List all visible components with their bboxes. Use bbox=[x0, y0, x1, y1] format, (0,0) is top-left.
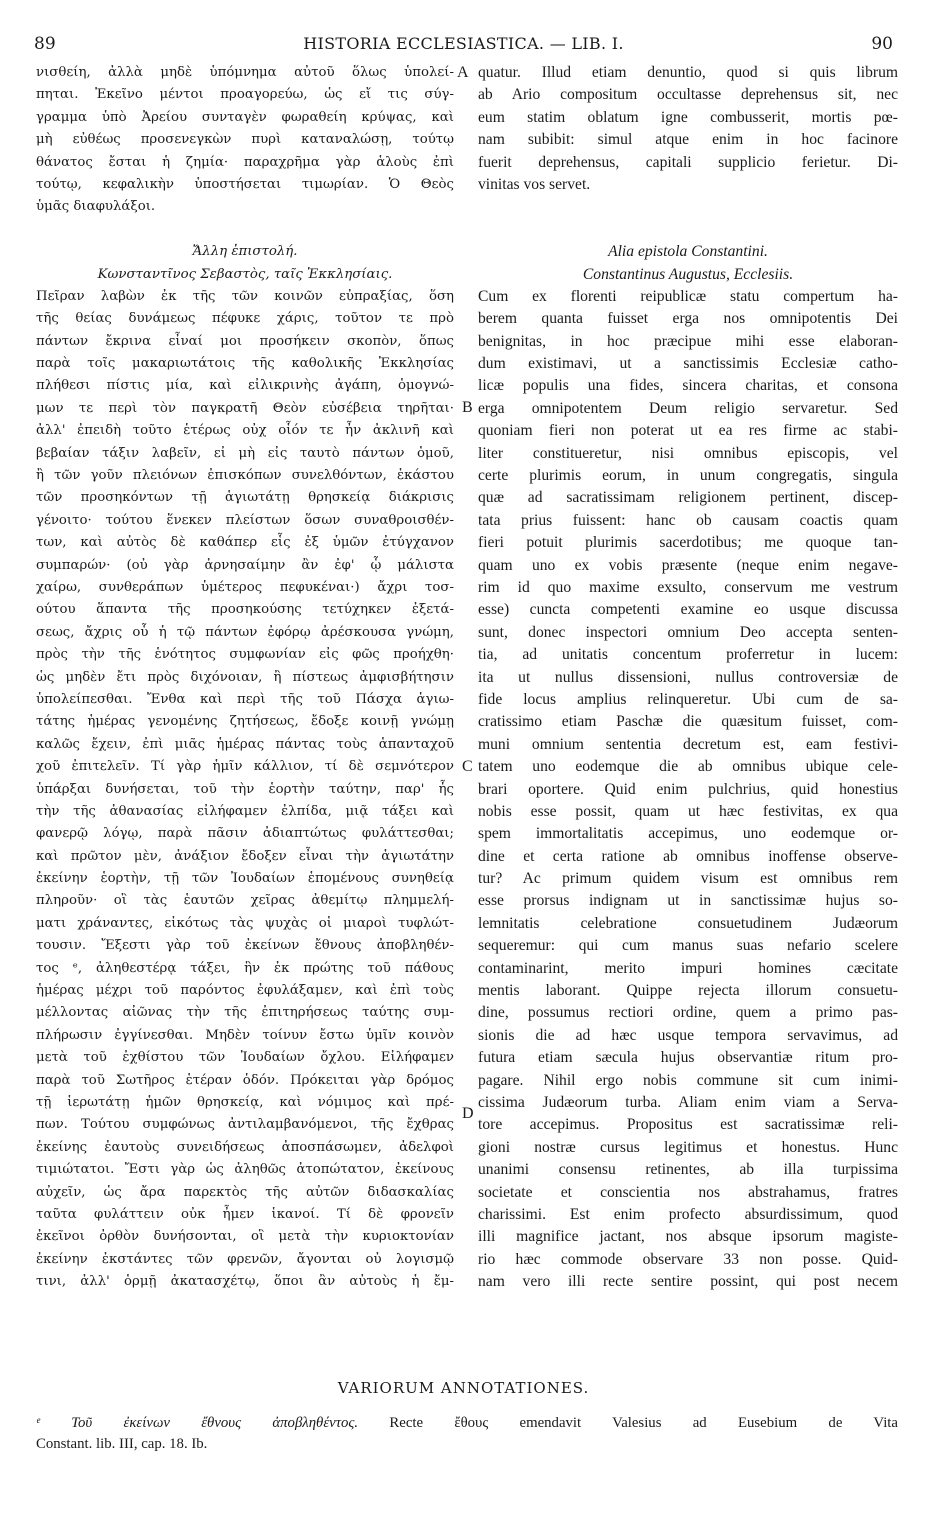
text-line: lemnitatis celebratione consuetudinem Judæorum bbox=[478, 914, 898, 932]
text-line: contaminarint, merito impuri homines cæcitate bbox=[478, 959, 898, 977]
text-line: vinitas vos servet. bbox=[478, 175, 591, 193]
text-line: παρὰ τοῦ Σωτῆρος ἑτέραν ὁδόν. Πρόκειται γὰρ δρόμος bbox=[36, 1072, 454, 1088]
page-number-right: 90 bbox=[871, 34, 893, 54]
text-line: quam uno ex vobis præsente (neque enim negave- bbox=[478, 556, 898, 574]
text-line: πλήθεσι πίστις μία, καὶ εἰλικρινὴς ἀγάπη, ὁμογνώ- bbox=[36, 378, 454, 394]
text-line: πρὸς τὴν τῆς ἑνότητος συμφωνίαν εἰς φῶς προήχθη· bbox=[36, 647, 454, 663]
text-line: τῶν προσηκόντων τῇ ἁγιωτάτῃ θρησκείᾳ διάκρισις bbox=[36, 490, 454, 506]
text-line: erga omnipotentem Deum religio servaretur. Sed bbox=[478, 399, 898, 417]
text-line: μὴ εὐθέως προσενεγκὼν πυρὶ καταναλώσῃ, τούτῳ bbox=[36, 132, 454, 148]
text-line: nam vero illi recte sentire possint, qui post necem bbox=[478, 1273, 898, 1291]
text-line: χοῦ ἐπιτελεῖν. Τί γὰρ ἡμῖν κάλλιον, τί δὲ σεμνότερον bbox=[36, 759, 454, 775]
text-line: μέλλοντας αἰῶνας τὴν τῆς ἐπιτηρήσεως ταύτης συμ- bbox=[36, 1005, 454, 1021]
text-line: unanimi consensu retinentes, ab illa turpissima bbox=[478, 1161, 898, 1179]
text-line: certe plurimis eorum, in unum congregatis, singula bbox=[478, 467, 898, 485]
text-line: ὑπολείπεσθαι. Ἔνθα καὶ περὶ τῆς τοῦ Πάσχα ἁγιω- bbox=[36, 691, 454, 707]
text-line: liter constitueretur, nisi omnibus episcopis, vel bbox=[478, 444, 898, 462]
text-line: gioni nostræ cursus legitimus et honestus. Hunc bbox=[478, 1138, 898, 1156]
page-number-left: 89 bbox=[34, 34, 56, 54]
text-line: ita ut nullus dissensioni, nullus controversiæ de bbox=[478, 668, 898, 686]
text-line: πάντων ἔκρινα εἶναί μοι προσήκειν σκοπὸν, ὅπως bbox=[36, 333, 454, 349]
latin-column bbox=[478, 62, 898, 1293]
running-title: HISTORIA ECCLESIASTICA. — LIB. I. bbox=[303, 34, 624, 53]
text-line: quæ ad sacratissimam religionem pertinent, discep- bbox=[478, 489, 898, 507]
text-line: pagare. Nihil ergo nobis commune sit cum inimi- bbox=[478, 1071, 898, 1089]
text-line: τὴν τῆς ἀθανασίας εἰλήφαμεν ἐλπίδα, μιᾷ τάξει καὶ bbox=[36, 803, 454, 819]
text-line: tatem uno eodemque die ab omnibus ubique cele- bbox=[478, 758, 898, 776]
text-line: nobis esse possit, quam ut hæc festivitas, ex qua bbox=[478, 802, 898, 820]
text-line: quatur. Illud etiam denuntio, quod si quis librum bbox=[478, 64, 898, 81]
text-line: ἐκείνης ἑαυτοὺς συνειδήσεως ἀποσπάσωμεν, ἀδελφοὶ bbox=[36, 1139, 454, 1155]
margin-marker-b: B bbox=[462, 399, 473, 416]
text-line: benignitas, in hoc præcipue mihi esse elaboran- bbox=[478, 332, 898, 350]
text-line: charissimi. Est enim profecto absurdissimum, quod bbox=[478, 1205, 898, 1223]
text-line: ἀλλ' ἐπειδὴ τοῦτο ἑτέρως οὐχ οἷόν τε ἦν ἀκλινῆ καὶ bbox=[36, 423, 454, 439]
text-line: ἡμέρας μέχρι τοῦ παρόντος ἐφυλάξαμεν, καὶ ἐπὶ τοὺς bbox=[36, 983, 454, 999]
epistle-heading: Κωνσταντῖνος Σεβαστὸς, ταῖς Ἐκκλησίαις. bbox=[97, 266, 393, 282]
text-line: πλήρωσιν ἐγγίνεσθαι. Μηδὲν τοίνυν ἔστω ὑμῖν κοινὸν bbox=[36, 1027, 454, 1043]
text-line: τινι, ἀλλ' ὁρμῇ ἀκατασχέτῳ, ὅποι ἂν αὐτοὺς ἡ ἔμ- bbox=[36, 1274, 454, 1290]
text-line: rio hæc commode observare 33 non posse. Quid- bbox=[478, 1250, 898, 1268]
text-line: τιμιώτατοι. Ἔστι γὰρ ὡς ἀληθῶς ἀτοπώτατον, ἐκείνους bbox=[36, 1162, 454, 1178]
text-line: ab Ario compositum occultasse deprehensus sit, nec bbox=[478, 86, 898, 104]
text-line: illi magnifice jactant, nos absque ipsorum magiste- bbox=[478, 1228, 898, 1246]
text-line: χαίρω, συνθεράπων ὑμέτερος πεφυκέναι·) ἄχρι τοσ- bbox=[36, 579, 454, 595]
text-line: muni omnium sententia decretum est, eam festivi- bbox=[478, 735, 898, 753]
text-line: sionis die ad hæc usque tempora servavimus, ad bbox=[478, 1026, 898, 1044]
margin-marker-d: D bbox=[462, 1105, 474, 1122]
annotations-title: VARIORUM ANNOTATIONES. bbox=[337, 1379, 590, 1397]
text-line: των, καὶ αὐτὸς δὲ καθάπερ εἷς ἐξ ὑμῶν ἐτύγχανον bbox=[36, 535, 454, 551]
text-line: sequeremur: qui cum manus suas nefario scelere bbox=[478, 937, 898, 955]
text-line: ὡς μηδὲν ἔτι πρὸς διχόνοιαν, ἢ πίστεως ἀμφισβήτησιν bbox=[36, 669, 454, 685]
text-line: πληροῦν· οἳ τὰς ἑαυτῶν χεῖρας ἀθεμίτῳ πλημμελή- bbox=[36, 893, 454, 909]
margin-marker-c: C bbox=[462, 758, 473, 775]
text-line: spem immortalitatis accepimus, uno eodemque or- bbox=[478, 825, 898, 843]
text-line: quoniam fieri non poterat ut ea res firme ac stabi- bbox=[478, 422, 898, 440]
text-line: futura etiam sæcula hujus observantiæ ritum pro- bbox=[478, 1049, 898, 1067]
text-line: τάτης ἡμέρας γενομένης ζητήσεως, ἔδοξε κοινῇ γνώμῃ bbox=[36, 714, 454, 730]
text-line: esse) cuncta competenti examine eo usque discussa bbox=[478, 601, 898, 619]
annotation-greek: ᵉ Τοῦ ἐκείνων ἔθνους ἀποβληθέντος. bbox=[36, 1415, 359, 1431]
text-line: nam subibit: simul atque enim in hoc facinore bbox=[478, 131, 898, 149]
text-line: licæ populis una fides, sincera charitas, et consona bbox=[478, 377, 898, 395]
greek-column bbox=[36, 62, 454, 1293]
text-line: τῇ ἱερωτάτῃ ἡμῶν θρησκείᾳ, καὶ νόμιμος καὶ πρέ- bbox=[36, 1094, 454, 1110]
text-line: fuerit deprehensus, capitali supplicio ferietur. Di- bbox=[478, 153, 898, 171]
text-line: cissima Judæorum turba. Aliam enim viam a Serva- bbox=[478, 1093, 898, 1111]
text-line: dine, possumus rectiori ordine, quem a primo pas- bbox=[478, 1004, 898, 1022]
text-line: Πεῖραν λαβὼν ἐκ τῆς τῶν κοινῶν εὐπραξίας, ὅση bbox=[36, 288, 454, 304]
text-line: παρὰ τοῖς μακαριωτάτοις τῆς καθολικῆς Ἐκκλησίας bbox=[36, 356, 454, 372]
text-line: καλῶς ἔχειν, ἐπὶ μιᾶς ἡμέρας πάντας τοὺς ἁπανταχοῦ bbox=[36, 736, 454, 752]
text-line: fieri potuit plurimis sacerdotibus; me quoque tan- bbox=[478, 534, 898, 552]
text-line: fide locus amplius relinqueretur. Ubi cum de sa- bbox=[478, 690, 898, 708]
annotation-latin: Recte ἔθους emendavit Valesius ad Eusebium de Vita bbox=[358, 1415, 898, 1431]
text-line: sunt, donec inspectori omnium Deo accepta senten- bbox=[478, 623, 898, 641]
annotation-line bbox=[36, 1413, 898, 1434]
text-line: tata prius fuissent: hanc ob causam coactis quam bbox=[478, 511, 898, 529]
text-line: ἐκείνην ἐκστάντες τῶν φρενῶν, ἄγονται οὐ λογισμῷ bbox=[36, 1251, 454, 1267]
text-line: τουσιν. Ἔξεστι γὰρ τοῦ ἐκείνων ἔθνους ἀποβληθέν- bbox=[36, 938, 454, 954]
text-line: νισθείη, ἀλλὰ μηδὲ ὑπόμνημα αὐτοῦ ὅλως ὑπολεί- bbox=[36, 65, 454, 80]
text-line: ταῦτα φυλάττειν οὐκ ἦμεν ἱκανοί. Τί δὲ φρονεῖν bbox=[36, 1206, 454, 1222]
text-line: φανερῷ λόγῳ, παρὰ πᾶσιν ἀδιαπτώτως φυλάττεσθαι; bbox=[36, 826, 454, 842]
text-line: ἐκεῖνοι ὀρθὸν δυνήσονται, οἳ μετὰ τὴν κυριοκτονίαν bbox=[36, 1229, 454, 1245]
text-line: eum statim oblatum igne combusserit, mortis pœ- bbox=[478, 108, 898, 126]
text-line: θάνατος ἔσται ἡ ζημία· παραχρῆμα γὰρ ἁλοὺς ἐπὶ bbox=[36, 154, 454, 170]
text-line: ὑμᾶς διαφυλάξοι. bbox=[36, 199, 156, 215]
text-line: rim id quo maxime exsulto, conservum me vestrum bbox=[478, 578, 898, 596]
text-line: societate et conscientia nos abstrahamus, fratres bbox=[478, 1183, 898, 1201]
text-line: σεως, ἄχρις οὗ ἡ τῷ πάντων ἐφόρῳ ἀρέσκουσα γνώμη, bbox=[36, 624, 454, 640]
text-line: ούτου ἅπαντα τῆς προσηκούσης τετύχηκεν ἐξετά- bbox=[36, 602, 454, 618]
text-line: τούτῳ, κεφαλικὴν ὑποστήσεται τιμωρίαν. Ὁ Θεὸς bbox=[36, 176, 454, 192]
text-line: esse prorsus indignam ut in sanctissimæ hujus so- bbox=[478, 892, 898, 910]
annotation-note bbox=[36, 1413, 898, 1455]
text-line: tur? Ac primum quidem visum est omnibus rem bbox=[478, 870, 898, 888]
text-line: ἢ τῶν γοῦν πλειόνων ἐπισκόπων συνελθόντων, ἑκάστου bbox=[36, 468, 454, 484]
text-line: tore accepimus. Propositus est sacratissimæ reli- bbox=[478, 1116, 898, 1134]
text-line: ὑπάρξαι δυνήσεται, τοῦ τὴν ἑορτὴν ταύτην, παρ' ἧς bbox=[36, 781, 454, 797]
annotation-line: Constant. lib. III, cap. 18. Ib. bbox=[36, 1436, 208, 1452]
text-line: dum existimavi, ut a sanctissimis Ecclesiæ catho- bbox=[478, 355, 898, 373]
text-line: brari oportere. Quid enim pulchrius, quid honestius bbox=[478, 780, 898, 798]
text-line: γένοιτο· τούτου ἕνεκεν πλείστων ὅσων συναθροισθέν- bbox=[36, 512, 454, 528]
text-line: tia, ad unitatis concentum proferretur in lucem: bbox=[478, 646, 898, 664]
blank-line bbox=[478, 196, 898, 218]
text-line: αὐχεῖν, ὡς ἄρα παρεκτὸς τῆς αὐτῶν διδασκαλίας bbox=[36, 1184, 454, 1200]
text-line: Cum ex florenti reipublicæ statu compertum ha- bbox=[478, 287, 898, 305]
epistle-heading: Ἄλλη ἐπιστολή. bbox=[192, 244, 298, 260]
blank-line bbox=[36, 219, 454, 241]
text-line: mentis laborant. Quippe rejecta illorum consuetu- bbox=[478, 982, 898, 1000]
text-line: cratissimo etiam Paschæ die quæsitum fuisset, com- bbox=[478, 713, 898, 731]
text-line: γραμμα ὑπὸ Ἀρείου συνταγὲν φωραθείη κρύψας, καὶ bbox=[36, 109, 454, 125]
text-line: μετὰ τοῦ ἐχθίστου τῶν Ἰουδαίων ὄχλου. Εἰλήφαμεν bbox=[36, 1050, 454, 1066]
epistle-heading: Constantinus Augustus, Ecclesiis. bbox=[582, 265, 794, 283]
text-line: dine et certa ratione ab omnibus inoffense observe- bbox=[478, 847, 898, 865]
text-line: τῆς θείας δυνάμεως πέφυκε χάρις, τοῦτον τε πρὸ bbox=[36, 311, 454, 327]
blank-line bbox=[478, 219, 898, 241]
epistle-heading: Alia epistola Constantini. bbox=[608, 243, 768, 261]
text-line: ἐκείνην ἑορτὴν, τῇ τῶν Ἰουδαίων ἑπομένους συνηθείᾳ bbox=[36, 871, 454, 887]
text-line: πων. Τούτου συμφώνως ἀντιλαμβανόμενοι, τῆς ἔχθρας bbox=[36, 1117, 454, 1133]
text-line: μων τε περὶ τὸν παγκρατῆ Θεὸν εὐσέβεια τηρῆται· bbox=[36, 400, 454, 416]
margin-marker-a: A bbox=[457, 64, 469, 81]
text-line: πηται. Ἐκεῖνο μέντοι προαγορεύω, ὡς εἴ τις σύγ- bbox=[36, 87, 454, 103]
text-line: ματι χράναντες, εἰκότως τὰς ψυχὰς οἱ μιαροὶ τυφλώτ- bbox=[36, 915, 454, 931]
text-line: βεβαίαν τάξιν λαβεῖν, εἰ μὴ εἰς ταυτὸ πάντων ὁμοῦ, bbox=[36, 445, 454, 461]
text-line: καὶ πρῶτον μὲν, ἀνάξιον ἔδοξεν εἶναι τὴν ἁγιωτάτην bbox=[36, 848, 454, 864]
text-line: συμπαρών· (οὐ γὰρ ἀρνησαίμην ἂν ἐφ' ᾧ μάλιστα bbox=[36, 557, 454, 573]
text-line: berem quanta fuisset erga nos omnipotentis Dei bbox=[478, 310, 898, 328]
text-line: τος ᵉ, ἀληθεστέρᾳ τάξει, ἣν ἐκ πρώτης τοῦ πάθους bbox=[36, 960, 454, 976]
